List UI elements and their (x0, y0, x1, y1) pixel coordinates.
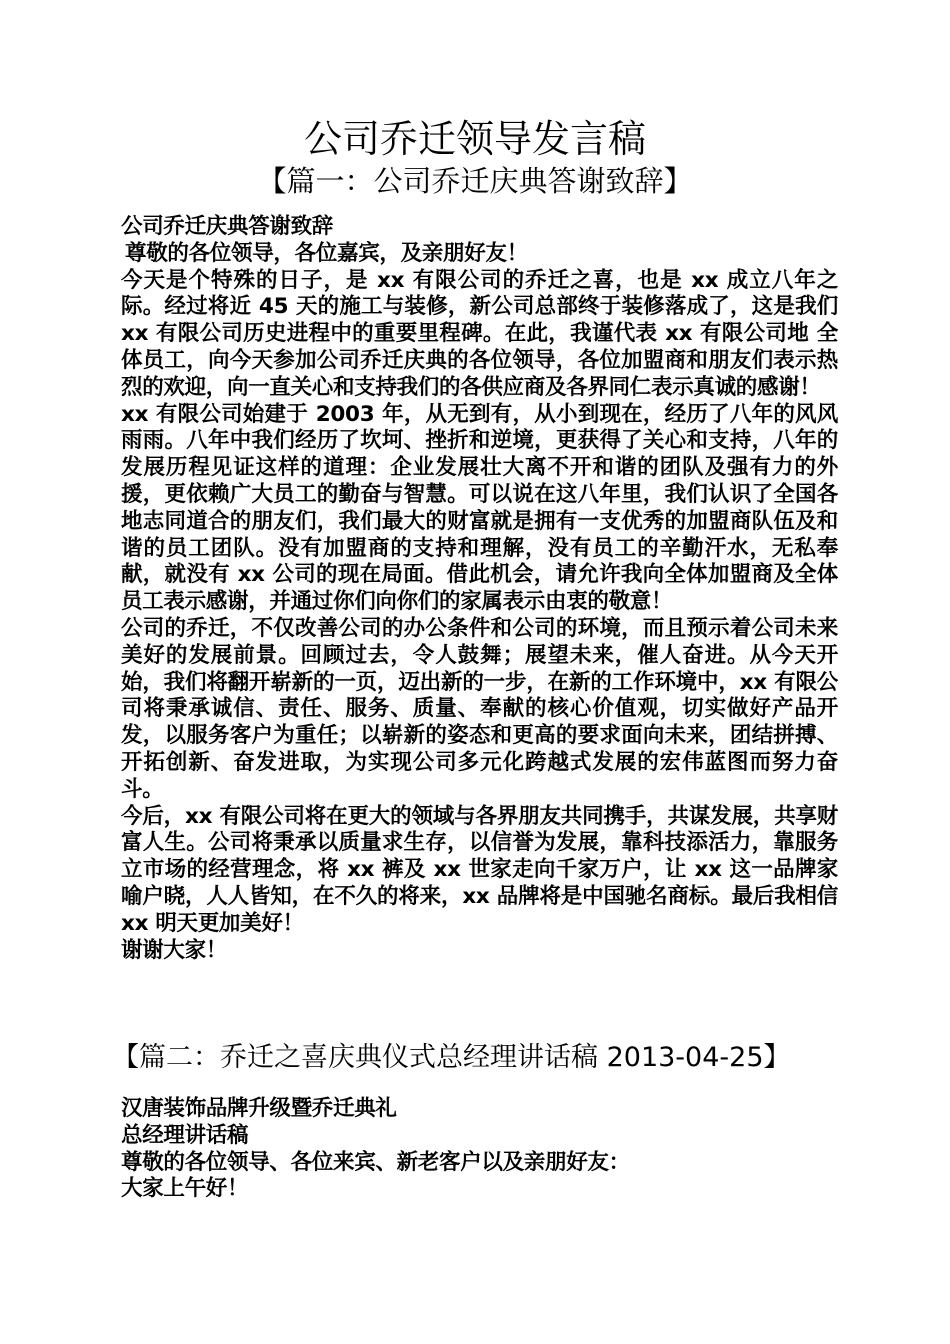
section-1-paragraph: 今天是个特殊的日子，是 xx 有限公司的乔迁之喜，也是 xx 成立八年之际。经过将近 45 天的施工与装修，新公司总部终于装修落成了，这是我们 xx 有限公司历史进程中的重要里程碑。在此，我谨代表 xx 有限公司地 全体员工，向今天参加公司乔迁庆典的各位领导，各位加盟商和朋友们表示热烈的欢迎，向一直关心和支持我们的各供应商及各界同仁表示真诚的感谢！ (121, 267, 838, 400)
section-2-line: 汉唐装饰品牌升级暨乔迁典礼 (121, 1096, 397, 1121)
section-1-paragraph: 今后，xx 有限公司将在更大的领域与各界朋友共同携手，共谋发展，共享财富人生。公司将秉承以质量求生存，以信誉为发展，靠科技添活力，靠服务立市场的经营理念，将 xx 裤及 xx 世家走向千家万户，让 xx 这一品牌家喻户晓，人人皆知，在不久的将来，xx 品牌将是中国驰名商标。最后我相信 xx 明天更加美好！ (121, 803, 838, 936)
section-2-line: 总经理讲话稿 (121, 1122, 249, 1148)
section-2-heading: 【篇二：乔迁之喜庆典仪式总经理讲话稿 2013-04-25】 (112, 1042, 791, 1073)
section-1-subtitle: 公司乔迁庆典答谢致辞 (121, 214, 334, 239)
section-1-closing: 谢谢大家！ (121, 937, 228, 963)
section-1-heading: 【篇一：公司乔迁庆典答谢致辞】 (257, 164, 693, 198)
section-2-line: 大家上午好！ (121, 1176, 249, 1202)
section-1-greeting: 尊敬的各位领导，各位嘉宾，及亲朋好友！ (125, 240, 528, 266)
section-1-body (116, 214, 838, 964)
document-title: 公司乔迁领导发言稿 (303, 117, 646, 161)
section-1-paragraph: 公司的乔迁，不仅改善公司的办公条件和公司的环境，而且预示着公司未来美好的发展前景。回顾过去，令人鼓舞；展望未来，催人奋进。从今天开始，我们将翻开崭新的一页，迈出新的一步，在新的工作环境中，xx 有限公司将秉承诚信、责任、服务、质量、奉献的核心价值观，切实做好产品开发，以服务客户为重任；以崭新的姿态和更高的要求面向未来，团结拼搏、开拓创新、奋发进取，为实现公司多元化跨越式发展的宏伟蓝图而努力奋斗。 (121, 615, 838, 802)
section-2-body (116, 1096, 838, 1203)
section-2-line: 尊敬的各位领导、各位来宾、新老客户以及亲朋好友： (121, 1149, 630, 1175)
section-1-paragraph: xx 有限公司始建于 2003 年，从无到有，从小到现在，经历了八年的风风雨雨。八年中我们经历了坎坷、挫折和逆境，更获得了关心和支持，八年的发展历程见证这样的道理：企业发展壮大离不开和谐的团队及强有力的外援，更依赖广大员工的勤奋与智慧。可以说在这八年里，我们认识了全国各地志同道合的朋友们，我们最大的财富就是拥有一支优秀的加盟商队伍及和谐的员工团队。没有加盟商的支持和理解，没有员工的辛勤汗水，无私奉献，就没有 xx 公司的现在局面。借此机会，请允许我向全体加盟商及全体员工表示感谢，并通过你们向你们的家属表示由衷的敬意！ (121, 401, 838, 615)
